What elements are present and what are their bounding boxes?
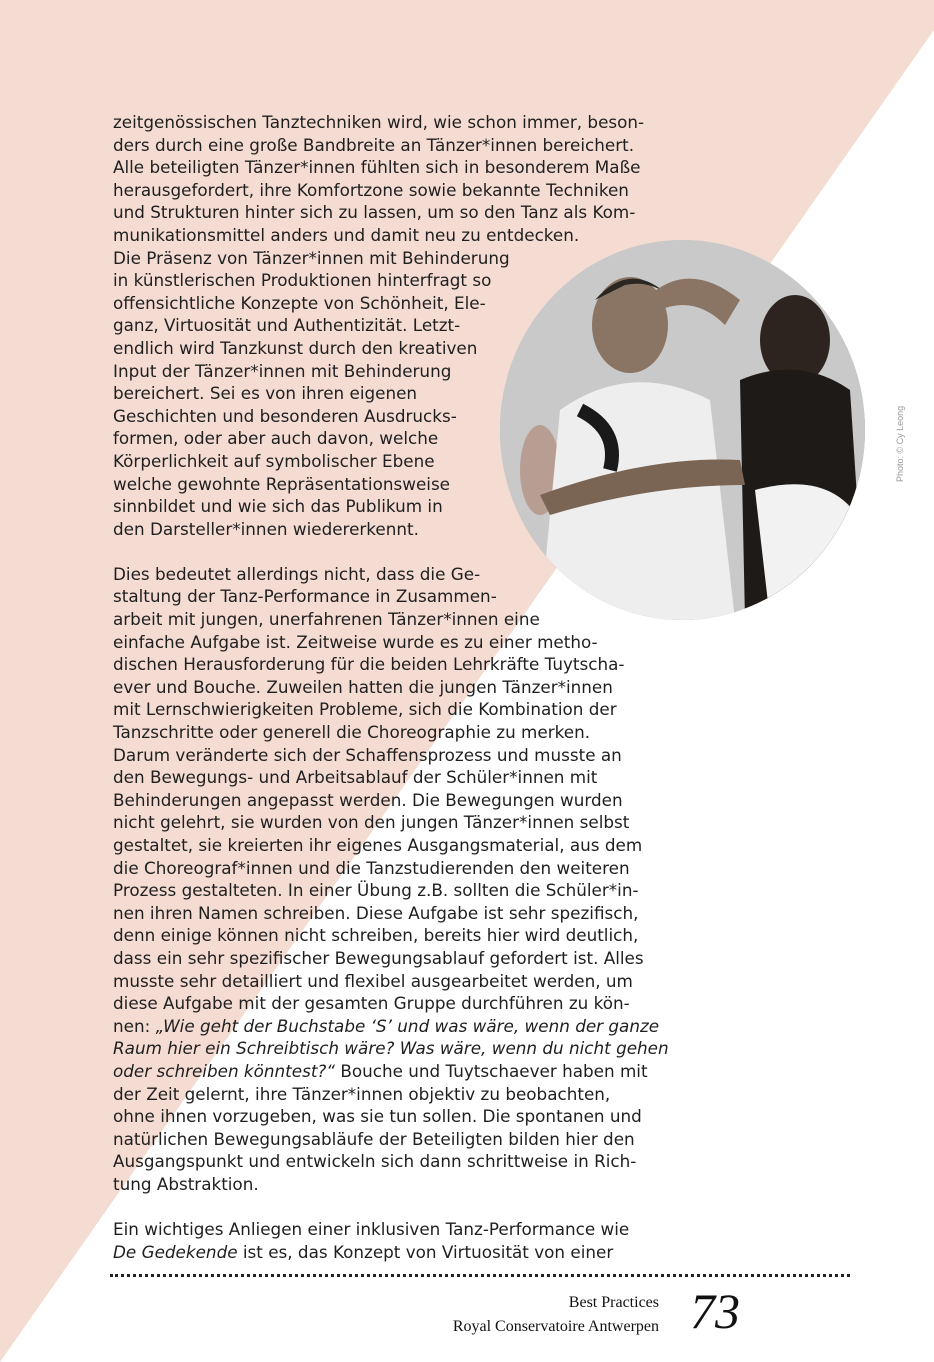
text-line: ders durch eine große Bandbreite an Tänzer*innen bereichert. (113, 134, 635, 155)
text-line: Die Präsenz von Tänzer*innen mit Behinderung (113, 247, 510, 268)
text-line (113, 1241, 658, 1264)
text-line: Körperlichkeit auf symbolischer Ebene (113, 450, 435, 471)
text-line: munikationsmittel anders und damit neu zu entdecken. (113, 224, 580, 245)
text-line: Prozess gestalteten. In einer Übung z.B. sollten die Schüler*in- (113, 880, 639, 901)
quote-continuation: Bouche und Tuytschaever haben mit (335, 1060, 648, 1081)
quote-text: „Wie geht der Buchstabe ‘S’ und was wäre, wenn der ganze (155, 1015, 660, 1036)
article-body (113, 111, 669, 1263)
text-continuation: ist es, das Konzept von Virtuosität von einer (237, 1241, 614, 1262)
text-line: dischen Herausforderung für die beiden Lehrkräfte Tuytscha- (113, 654, 625, 675)
text-line: offensichtliche Konzepte von Schönheit, Ele- (113, 292, 486, 313)
text-line: Dies bedeutet allerdings nicht, dass die Ge- (113, 563, 481, 584)
text-line: Alle beteiligten Tänzer*innen fühlten sich in besonderem Maße (113, 157, 641, 178)
text-line: in künstlerischen Produktionen hinterfragt so (113, 270, 492, 291)
text-line: ohne ihnen vorzugeben, was sie tun sollen. Die spontanen und (113, 1106, 642, 1127)
text-line: Ein wichtiges Anliegen einer inklusiven Tanz-Performance wie (113, 1219, 630, 1240)
text-line: denn einige können nicht schreiben, bereits hier wird deutlich, (113, 925, 639, 946)
text-line: die Choreograf*innen und die Tanzstudierenden den weiteren (113, 857, 630, 878)
quote-text: oder schreiben könntest?“ (113, 1060, 335, 1081)
footer-divider (110, 1274, 850, 1277)
footer-label (453, 1291, 659, 1339)
text-line: einfache Aufgabe ist. Zeitweise wurde es zu einer metho- (113, 631, 598, 652)
text-line: bereichert. Sei es von ihren eigenen (113, 383, 418, 404)
text-line: diese Aufgabe mit der gesamten Gruppe durchführen zu kön- (113, 993, 630, 1014)
text-line: Ausgangspunkt und entwickeln sich dann schrittweise in Rich- (113, 1151, 637, 1172)
text-line: natürlichen Bewegungsabläufe der Beteiligten bilden hier den (113, 1128, 635, 1149)
text-line: Behinderungen angepasst werden. Die Bewegungen wurden (113, 789, 623, 810)
text-line: nen ihren Namen schreiben. Diese Aufgabe ist sehr spezifisch, (113, 902, 639, 923)
work-title: De Gedekende (113, 1241, 238, 1262)
text-line: Darum veränderte sich der Schaffensprozess und musste an (113, 744, 622, 765)
quote-line (113, 1015, 658, 1038)
text-line: sinnbildet und wie sich das Publikum in (113, 496, 443, 517)
text-line: herausgefordert, ihre Komfortzone sowie bekannte Techniken (113, 179, 629, 200)
text-line: der Zeit gelernt, ihre Tänzer*innen objektiv zu beobachten, (113, 1083, 611, 1104)
footer-institution: Royal Conservatoire Antwerpen (452, 1318, 659, 1335)
text-line: mit Lernschwierigkeiten Probleme, sich die Kombination der (113, 699, 617, 720)
text-line: tung Abstraktion. (113, 1173, 259, 1194)
quote-text: Raum hier ein Schreibtisch wäre? Was wäre, wenn du nicht gehen (113, 1038, 669, 1059)
text-line: staltung der Tanz-Performance in Zusammen- (113, 586, 497, 607)
paragraph-1 (113, 111, 658, 540)
text-line: den Darsteller*innen wiedererkennt. (113, 518, 419, 539)
photo-credit: Photo: © Cy Leong (895, 405, 905, 482)
text-line: den Bewegungs- und Arbeitsablauf der Schüler*innen mit (113, 767, 598, 788)
text-line: arbeit mit jungen, unerfahrenen Tänzer*innen eine (113, 609, 540, 630)
text-line: Geschichten und besonderen Ausdrucks- (113, 405, 457, 426)
text-line: nicht gelehrt, sie wurden von den jungen Tänzer*innen selbst (113, 812, 630, 833)
text-line: Input der Tänzer*innen mit Behinderung (113, 360, 452, 381)
quote-lead-in: nen: (113, 1015, 156, 1036)
paragraph-3 (113, 1218, 658, 1263)
paragraph-2 (113, 563, 669, 1196)
text-line: ever und Bouche. Zuweilen hatten die jungen Tänzer*innen (113, 676, 613, 697)
footer-section: Best Practices (568, 1294, 659, 1311)
text-line: dass ein sehr spezifischer Bewegungsablauf gefordert ist. Alles (113, 947, 644, 968)
text-line: ganz, Virtuosität und Authentizität. Letzt- (113, 315, 461, 336)
quote-line (113, 1037, 669, 1060)
text-line: musste sehr detailliert und flexibel ausgearbeitet werden, um (113, 970, 633, 991)
page-number: 73 (690, 1283, 740, 1339)
text-line: und Strukturen hinter sich zu lassen, um so den Tanz als Kom- (113, 202, 636, 223)
text-line: formen, oder aber auch davon, welche (113, 428, 439, 449)
text-line: gestaltet, sie kreierten ihr eigenes Ausgangsmaterial, aus dem (113, 835, 643, 855)
text-line: Tanzschritte oder generell die Choreographie zu merken. (113, 722, 591, 743)
text-line: endlich wird Tanzkunst durch den kreativen (113, 337, 478, 358)
text-line: welche gewohnte Repräsentationsweise (113, 473, 451, 494)
quote-line (113, 1060, 658, 1083)
text-line: zeitgenössischen Tanztechniken wird, wie schon immer, beson- (113, 112, 645, 132)
